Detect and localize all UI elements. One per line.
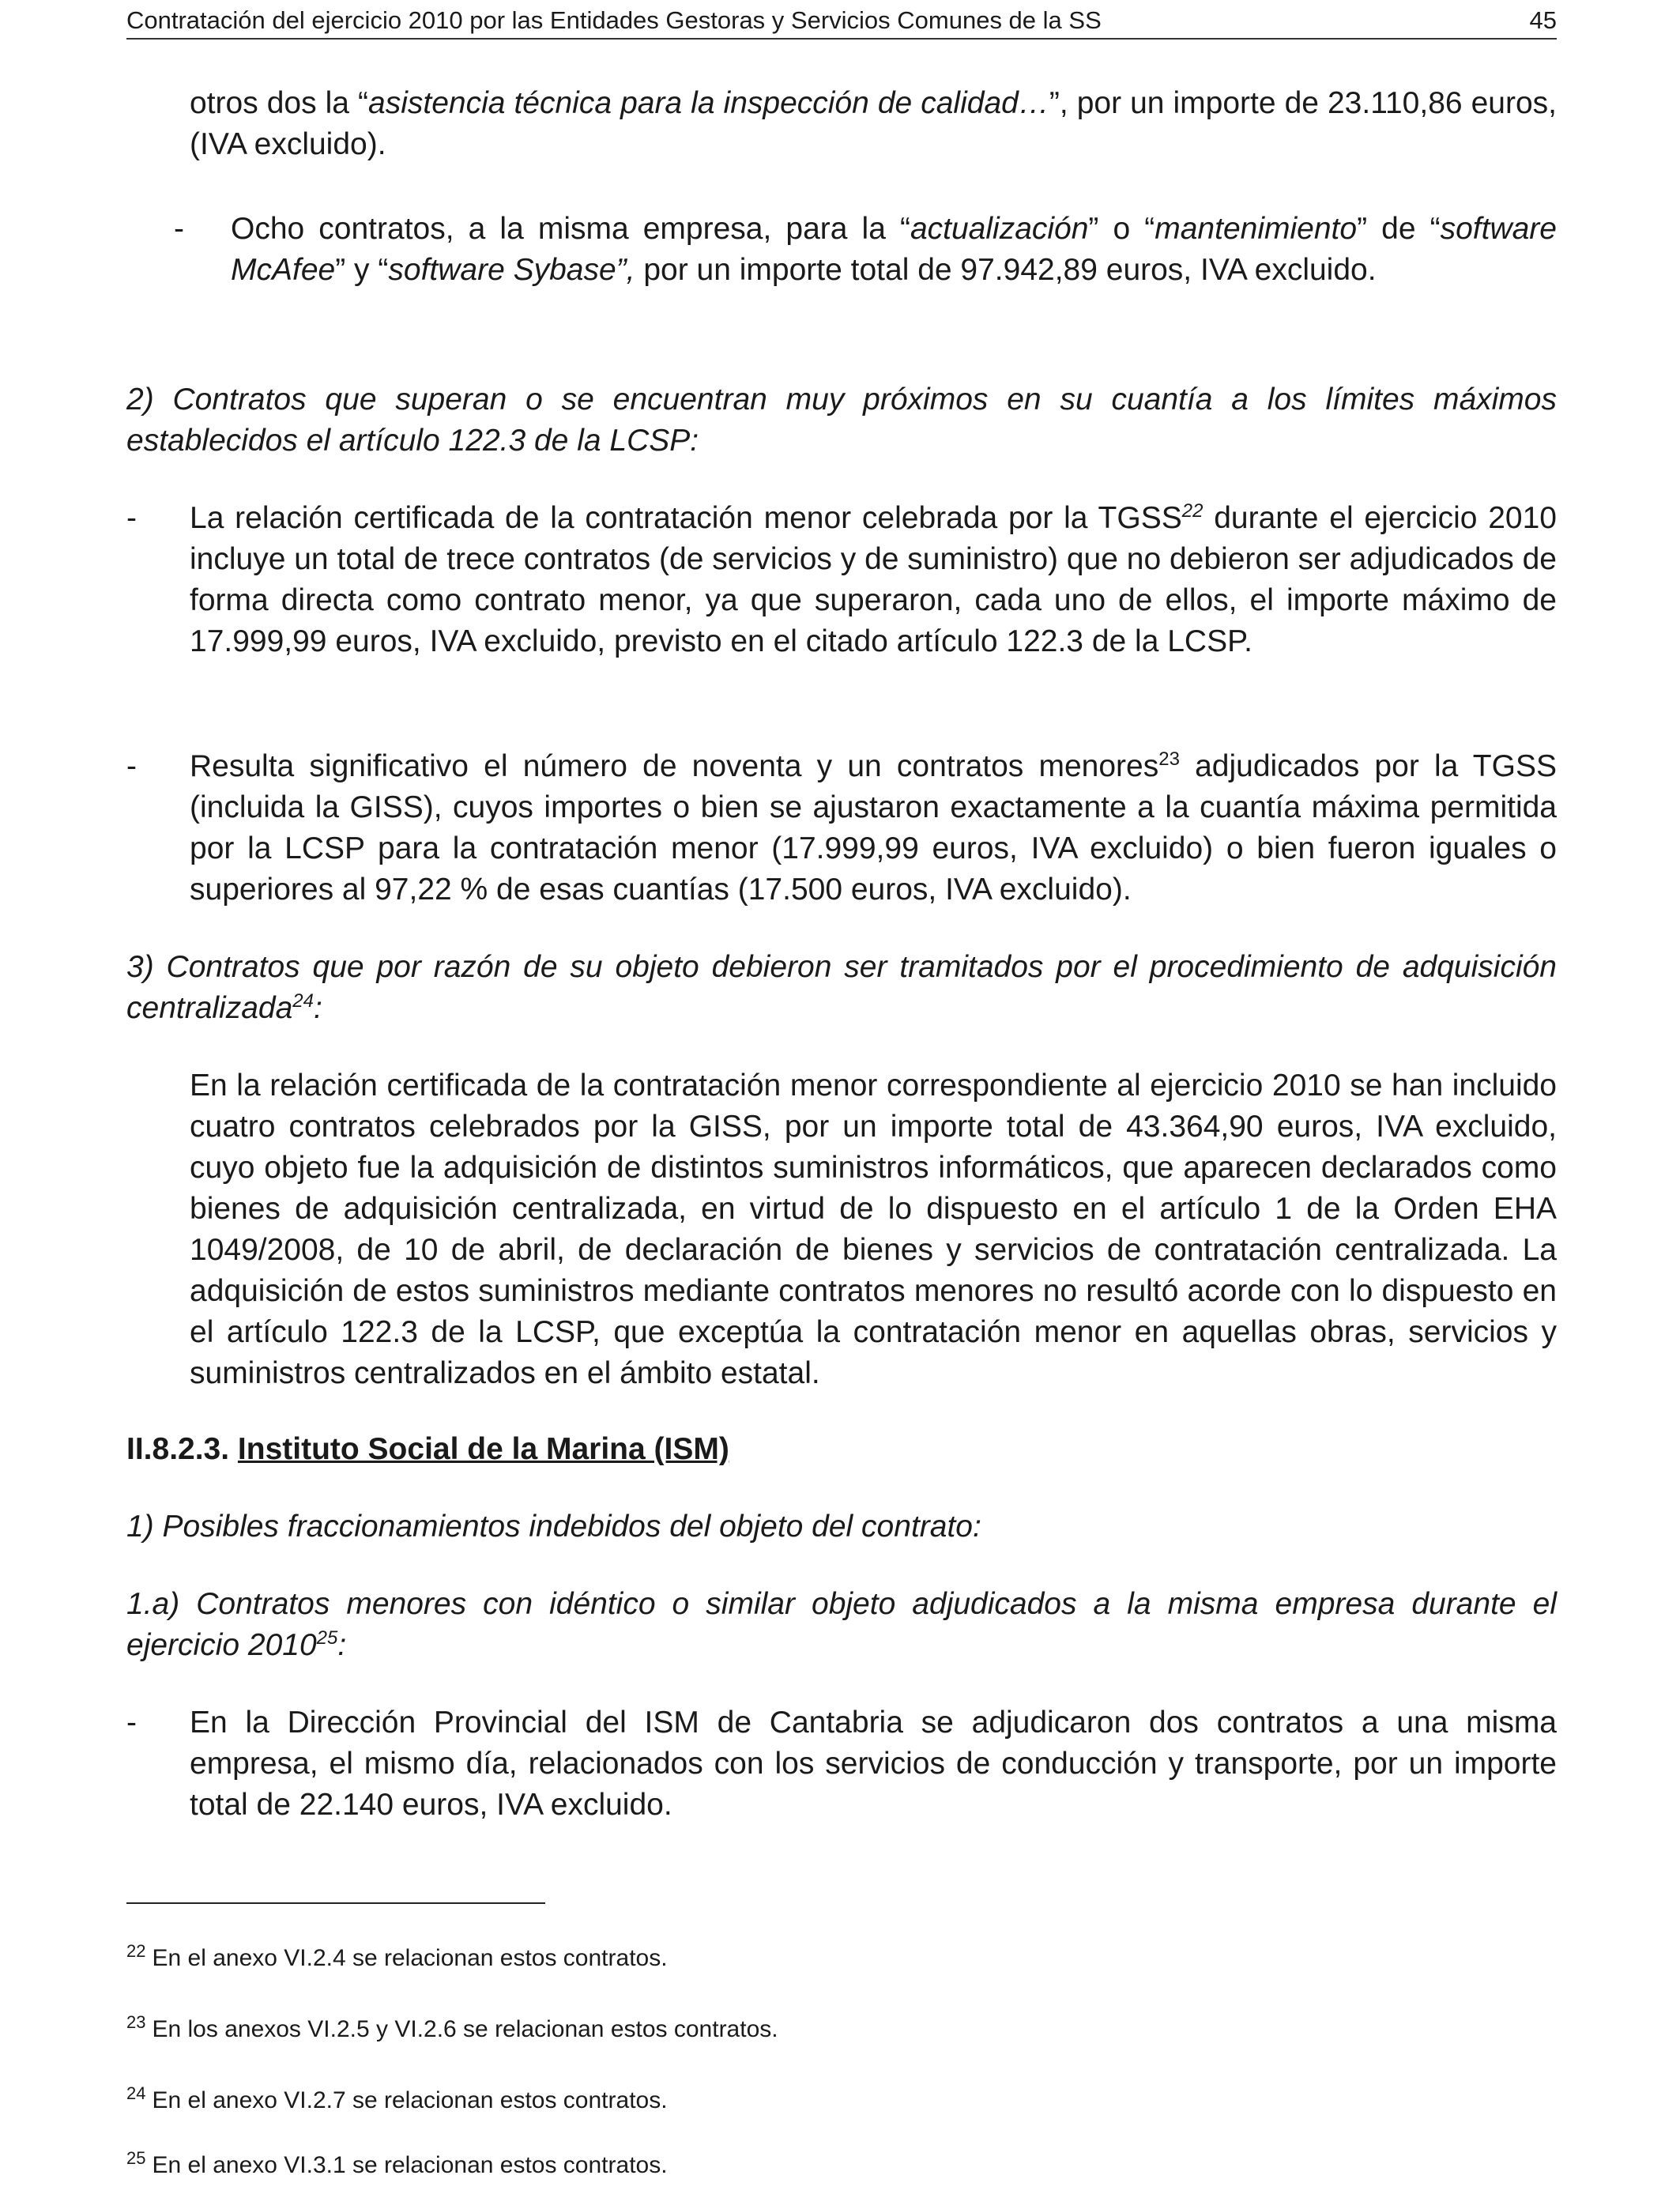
continuation-paragraph: otros dos la “asistencia técnica para la inspección de calidad…”, por un importe de 23.110,86 euros, (IVA excluido). [190,86,1557,161]
section-heading-ism [126,1429,1557,1470]
list-dash: - [126,749,137,783]
list-item-cantabria [126,1702,1557,1826]
list-item-text: Resulta significativo el número de noventa y un contratos menores$^{23}$ adjudicados por la TGSS (incluida la GISS), cuyos importes o bien se ajustaron exactamente a la cuantía máxima permitida por la LCSP para la contratación menor (17.999,99 euros, IVA excluido) o bien fueron iguales o superiores al 97,22 % de esas cuantías (17.500 euros, IVA excluido). [190,748,1557,907]
list-dash: - [174,212,184,246]
list-dash: - [126,501,137,535]
footnote-ref[interactable]: 24 [292,990,314,1012]
running-header [126,3,1557,40]
subheading-fraccionamientos: 1) Posibles fraccionamientos indebidos del objeto del contrato: [126,1510,981,1544]
list-item-text: En la Dirección Provincial del ISM de Cantabria se adjudicaron dos contratos a una misma empresa, el mismo día, relacionados con los servicios de conducción y transporte, por un importe total de 22.140 euros, IVA excluido. [190,1706,1557,1822]
list-item-text: La relación certificada de la contratación menor celebrada por la TGSS$^{22}$ durante el ejercicio 2010 incluye un total de trece contratos (de servicios y de suministro) que no debieron ser adjudicados de forma directa como contrato menor, ya que superaron, cada uno de ellos, el importe máximo de 17.999,99 euros, IVA excluido, previsto en el citado artículo 122.3 de la LCSP. [190,500,1557,658]
subheading-limits: 2) Contratos que superan o se encuentran muy próximos en su cuantía a los límites máximos establecidos el artículo 122.3 de la LCSP: [126,383,1557,458]
section-title: Instituto Social de la Marina (ISM) [237,1432,729,1466]
footnote-ref[interactable]: 22 [1181,500,1203,522]
list-item-noventa [126,746,1557,910]
paragraph-giss: En la relación certificada de la contratación menor correspondiente al ejercicio 2010 se han incluido cuatro contratos celebrados por la GISS, por un importe total de 43.364,90 euros, IVA excluido, cuyo objeto fue la adquisición de distintos suministros informáticos, que aparecen declarados como bienes de adquisición centralizada, en virtud de lo dispuesto en el artículo 1 de la Orden EHA 1049/2008, de 10 de abril, de declaración de bienes y servicios de contratación centralizada. La adquisición de estos suministros mediante contratos menores no resultó acorde con lo dispuesto en el artículo 122.3 de la LCSP, que exceptúa la contratación menor en aquellas obras, servicios y suministros centralizados en el ámbito estatal. [190,1069,1557,1390]
list-dash: - [126,1706,137,1740]
section-number: II.8.2.3. [126,1432,238,1466]
footnote-22: $^{22}$ En el anexo VI.2.4 se relacionan estos contratos. [126,1941,668,1971]
list-item-tgss [126,498,1557,662]
subheading-contratos-menores: 1.a) Contratos menores con idéntico o similar objeto adjudicados a la misma empresa durante el ejercicio 2010$^{25}$: [126,1587,1557,1662]
list-item-text: Ocho contratos, a la misma empresa, para la “actualización” o “mantenimiento” de “software McAfee” y “software Sybase”, por un importe total de 97.942,89 euros, IVA excluido. [231,212,1557,287]
footnote-23: $^{23}$ En los anexos VI.2.5 y VI.2.6 se relacionan estos contratos. [126,2012,778,2042]
footnote-24: $^{24}$ En el anexo VI.2.7 se relacionan estos contratos. [126,2083,668,2113]
header-title: Contratación del ejercicio 2010 por las Entidades Gestoras y Servicios Comunes de la SS [126,6,1102,34]
subheading-centralized: 3) Contratos que por razón de su objeto debieron ser tramitados por el procedimiento de adquisición centralizada$^{24}$: [126,950,1557,1025]
footnote-ref[interactable]: 25 [316,1627,338,1649]
footnote-ref[interactable]: 23 [1158,748,1180,770]
list-item-mcafee [126,209,1557,291]
page-number: 45 [1529,6,1557,34]
footnote-25: $^{25}$ En el anexo VI.3.1 se relacionan estos contratos. [126,2148,668,2178]
footnote-separator [126,1902,545,1904]
